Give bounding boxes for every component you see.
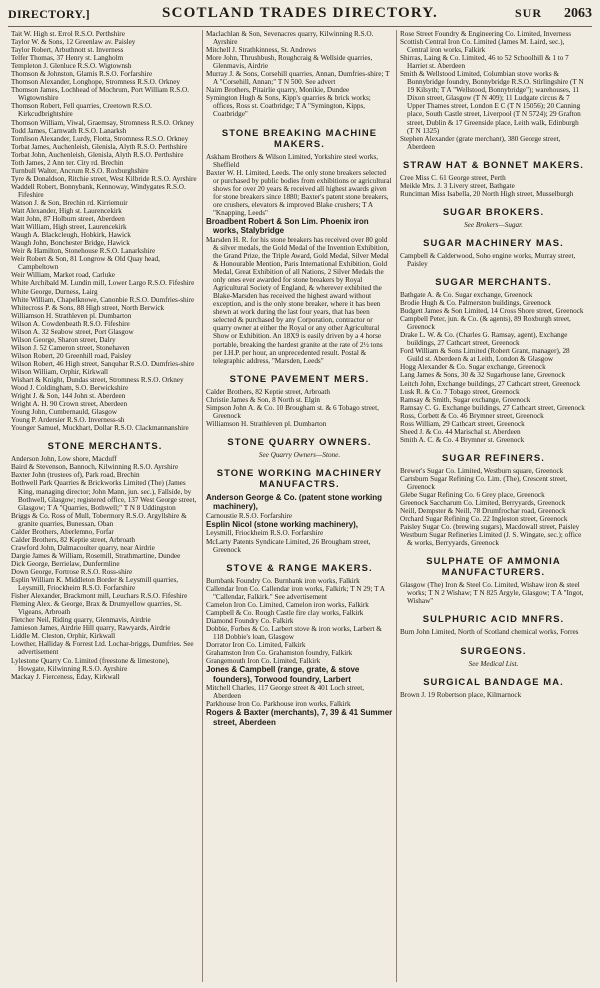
directory-entry: Bothwell Park Quarries & Brickworks Limited (The) (James King, managing director; John Mann, jun. sec.), Fallside, by Bothwell, Glasgow; registered office, 137 West George street, Glasgow; T A "Quarries, Bothwell;" T N 8 Uddingston	[11, 479, 197, 512]
directory-entry: Watt John, 87 Holburn street, Aberdeen	[11, 215, 125, 224]
directory-entry: White William, Chapelknowe, Canonbie R.S.O. Dumfries-shire	[11, 295, 195, 304]
directory-entry: Maclachlan & Son, Sevenacres quarry, Kilwinning R.S.O. Ayrshire	[206, 30, 374, 47]
directory-entry: White George, Durness, Lairg	[11, 287, 98, 296]
directory-entry: Esplin William K. Middleton Border & Leysmill quarries, Leysmill, Friockheim R.S.O. Forfarshire	[11, 576, 179, 593]
directory-entry: Shirras, Laing & Co. Limited, 46 to 52 Schoolhill & 1 to 7 Harriet st. Aberdeen	[400, 54, 569, 71]
directory-entry: Meikle Mrs. J. 3 Livery street, Bathgate	[400, 181, 515, 190]
directory-entry: Brown J. 19 Robertson place, Kilmarnock	[400, 690, 522, 699]
directory-entry: Lusk R. & Co. 7 Tobago street, Greenock	[400, 387, 520, 396]
directory-entry: Tyre & Donaldson, Ritchie street, West Kilbride R.S.O. Ayrshire	[11, 174, 197, 183]
directory-entry: Rose Street Foundry & Engineering Co. Limited, Inverness	[400, 30, 572, 38]
directory-entry: Esplin Nicol (stone working machinery),	[206, 519, 359, 529]
directory-entry: Neill, Dempster & Neill, 78 Drumfrochar road, Greenock	[400, 507, 566, 516]
directory-entry: Budgett James & Son Limited, 14 Cross Shore street, Greenock	[400, 307, 584, 316]
directory-entry: Ford William & Sons Limited (Robert Grant, manager), 28 Guild st. Aberdeen & at Leith, London & Glasgow	[400, 347, 570, 364]
directory-entry: Parkhouse Iron Co. Parkhouse iron works, Falkirk	[206, 700, 351, 709]
directory-entry: Callendar Iron Co. Callendar iron works, Falkirk; T N 29; T A "Callendar, Falkirk." See advertisement	[206, 584, 385, 601]
directory-entry: Glasgow (The) Iron & Steel Co. Limited, Wishaw iron & steel works; T N 2 Wishaw; T N 825 Argyle, Glasgow; T A "Ingot, Wishaw"	[400, 581, 584, 606]
directory-entry: Tomlison Alexander, Lurdy, Flotta, Stromness R.S.O. Orkney	[11, 134, 189, 143]
directory-entry: Simpson John A. & Co. 10 Brougham st. & 6 Tobago street, Greenock	[206, 403, 379, 420]
section-heading: STONE QUARRY OWNERS.	[227, 435, 372, 447]
directory-entry: Marsden H. R. for his stone breakers has received over 80 gold & silver medals, the Gold Medal of the Invention Exhibition, the Grand Prize, the Triple Award, Gold Medal, Silver Medal & Honourable Mention, Paris International Exhibition, Gold Medal, Great Exhibition of all Nations, 2 Silver Medals the only ones ever awarded for stone breakers by Royal Agricultural Society of England, & wherever exhibited the Blake-Marsden has received the highest award without exception, and is the only stone breaker, where it has been shewn at work during the last four years, that has been selected & purchased by any Corporation, contractor or quarry owner at either the Royal or any other Agricultural Show or Exhibition. An 18X9 is easily driven by a 4 horse portable, breaking the hardest granite at the rate of 2½ tons per I.H.P. per hour, an unprecedented result. Postal & telegraphic address, "Marsden, Leeds"	[206, 235, 389, 365]
directory-entry: Dorrator Iron Co. Limited, Falkirk	[206, 640, 306, 649]
directory-entry: Waugh John, Bonchester Bridge, Hawick	[11, 239, 130, 248]
directory-entry: Calder Brothers, Aberlemno, Forfar	[11, 527, 114, 536]
directory-entry: Jones & Campbell (range, grate, & stove founders), Torwood foundry, Larbert	[206, 665, 360, 684]
directory-entry: Weir William, Market road, Carluke	[11, 271, 115, 280]
directory-entry: Young John, Cumbernauld, Glasgow	[11, 408, 118, 417]
directory-entry: Calder Brothers, 82 Keptie street, Arbroath	[206, 387, 330, 396]
directory-entry: Mitchell J. Strathkinness, St. Andrews	[206, 46, 317, 55]
directory-entry: Smith & Wellstood Limited, Columbian stove works & Bonnybridge foundry, Bonnybridge R.S.O. Stirlingshire (T N 19 Kilsyth; T A "Wellstood, Bonnybridge"); warehouses, 11 Dixon street, Glasgow (T N 409); 11 Ludgate circus & 7 Upper Thames street, London E C (T N 15056); 20 Canning place, South Castle street, Liverpool (T N 5724); 29 Grafton street, Dublin & 17 Greenside place, Leith walk, Edinburgh (T N 1325)	[400, 70, 584, 135]
section-heading: SUGAR BROKERS.	[442, 205, 545, 217]
directory-entry: Younger Samuel, Muckhart, Dollar R.S.O. Clackmannanshire	[11, 424, 189, 433]
directory-entry: Christie James & Son, 8 North st. Elgin	[206, 395, 320, 404]
see-reference: See Quarry Owners—Stone.	[258, 450, 341, 459]
directory-entry: Carnoustie R.S.O. Forfarshire	[206, 511, 293, 520]
directory-entry: Watt William, High street, Laurencekirk	[11, 223, 127, 232]
directory-entry: Anderson George & Co. (patent stone working machinery),	[206, 492, 383, 512]
directory-entry: Ramsay C. G. Exchange buildings, 27 Cathcart street, Greenock	[400, 403, 585, 412]
directory-entry: Torbat James, Auchenleish, Glenisla, Alyth R.S.O. Perthshire	[11, 142, 188, 151]
directory-entry: Sheed J. & Co. 44 Marischal st. Aberdeen	[400, 427, 521, 436]
directory-entry: Brewer's Sugar Co. Limited, Westburn square, Greenock	[400, 466, 564, 475]
see-reference: See Brokers—Sugar.	[464, 220, 523, 229]
directory-entry: Watt Alexander, High st. Laurencekirk	[11, 207, 122, 216]
column-right	[396, 30, 590, 982]
section-abbr: SUR	[514, 6, 542, 20]
directory-entry: Smith A. C. & Co. 4 Brymner st. Greenock	[400, 435, 525, 444]
column-middle	[202, 30, 396, 982]
page-number: 2063	[564, 6, 592, 21]
directory-entry: Fletcher Neil, Riding quarry, Glenmavis, Airdrie	[11, 616, 151, 625]
section-heading: SULPHATE OF AMMONIA MANUFACTURERS.	[426, 555, 561, 578]
directory-entry: Rogers & Baxter (merchants), 7, 39 & 41 Summer street, Aberdeen	[206, 708, 393, 727]
directory-entry: Camelon Iron Co. Limited, Camelon iron works, Falkirk	[206, 600, 369, 609]
directory-entry: Dargie James & William, Rosemill, Strathmartine, Dundee	[11, 551, 181, 560]
directory-entry: Wilson Robert, 46 High street, Sanquhar R.S.O. Dumfries-shire	[11, 359, 195, 368]
directory-entry: Stephen Alexander (grate merchant), 380 George street, Aberdeen	[400, 134, 561, 151]
directory-entry: Fisher Alexander, Brackmont mill, Leuchars R.S.O. Fifeshire	[11, 592, 188, 601]
directory-entry: Wilson J. 52 Cameron street, Stonehaven	[11, 343, 130, 352]
directory-entry: Waddell Robert, Bonnybank, Kennoway, Windygates R.S.O. Fifeshire	[11, 182, 186, 199]
directory-entry: Wilson A. 32 Seabow street, Port Glasgow	[11, 327, 134, 336]
directory-entry: Telfer Thomas, 37 Henry st. Langholm	[11, 54, 124, 63]
directory-entry: Hogg Alexander & Co. Sugar exchange, Greenock	[400, 363, 546, 372]
directory-entry: More John, Thrushbush, Roughcraig & Wellside quarries, Glenmavis, Airdrie	[206, 54, 373, 71]
directory-entry: Wilson Robert, 20 Greenhill road, Paisley	[11, 351, 132, 360]
section-heading: SUGAR REFINERS.	[442, 451, 545, 463]
directory-entry: Baird & Stevenson, Bannoch, Kilwinning R.S.O. Ayrshire	[11, 463, 179, 472]
see-reference: See Medical List.	[468, 659, 519, 668]
section-heading: STONE PAVEMENT MERS.	[229, 372, 370, 384]
directory-entry: Lowther, Halliday & Forrest Ltd. Lochar-briggs, Dumfries. See advertisement	[11, 640, 194, 657]
directory-entry: Broadbent Robert & Son Lim. Phoenix iron works, Stalybridge	[206, 216, 369, 236]
directory-entry: Bathgate A. & Co. Sugar exchange, Greenock	[400, 290, 533, 299]
section-heading: STOVE & RANGE MAKERS.	[226, 561, 373, 573]
directory-entry: Grangemouth Iron Co. Limited, Falkirk	[206, 657, 321, 666]
directory-entry: Glebe Sugar Refining Co. 6 Grey place, Greenock	[400, 491, 545, 500]
directory-entry: Orchard Sugar Refining Co. 22 Ingleston street, Greenock	[400, 515, 568, 524]
directory-entry: Anderson John, Low shore, Macduff	[11, 455, 117, 464]
directory-entry: Wright J. & Son, 144 John st. Aberdeen	[11, 392, 126, 401]
directory-entry: Wright A. H. 90 Crown street, Aberdeen	[11, 400, 128, 409]
directory-entry: White Archibald M. Lundin mill, Lower Largo R.S.O. Fifeshire	[11, 279, 195, 288]
directory-entry: Taylor Robert, Arbuthnott st. Inverness	[11, 46, 124, 55]
directory-entry: Young P. Ardersier R.S.O. Inverness-sh	[11, 416, 125, 425]
directory-entry: Brodie Hugh & Co. Palmerston buildings, Greenock	[400, 299, 551, 308]
directory-label: DIRECTORY.]	[8, 7, 90, 21]
directory-entry: Thomson & Johnston, Glamis R.S.O. Forfarshire	[11, 70, 153, 79]
directory-entry: Torbat John, Auchenleish, Glenisla, Alyth R.S.O. Perthshire	[11, 150, 184, 159]
column-left	[8, 30, 202, 982]
directory-entry: Tait W. High st. Errol R.S.O. Perthshire	[11, 30, 125, 38]
directory-entry: Dobbie, Forbes & Co. Larbert stove & iron works, Larbert & 118 Dobbie's loan, Glasgow	[206, 624, 382, 641]
directory-entry: Wilson A. Cowdenbeath R.S.O. Fifeshire	[11, 319, 130, 328]
section-heading: SUGAR MERCHANTS.	[435, 275, 552, 287]
directory-entry: Templeton J. Glenluce R.S.O. Wigtownsh	[11, 62, 132, 71]
directory-entry: Scottish Central Iron Co. Limited (James M. Laird, sec.), Central iron works, Falkirk	[400, 38, 565, 55]
directory-entry: Cartsburn Sugar Refining Co. Lim. (The), Crescent street, Greenock	[400, 474, 568, 491]
directory-entry: Dick George, Berrielaw, Dunfermline	[11, 559, 120, 568]
page-header	[8, 4, 592, 27]
directory-entry: Runciman Miss Isabella, 20 North High street, Musselburgh	[400, 189, 574, 198]
directory-entry: Liddle M. Cleston, Orphir, Kirkwall	[11, 632, 116, 641]
directory-entry: Weir & Hamilton, Stonehouse R.S.O. Lanarkshire	[11, 247, 156, 256]
directory-entry: Whitecross P. & Sons, 88 High street, North Berwick	[11, 303, 165, 312]
directory-entry: Wilson William, Orphir, Kirkwall	[11, 367, 109, 376]
section-heading: SULPHURIC ACID MNFRS.	[422, 613, 565, 625]
directory-entry: Watson J. & Son, Brechin rd. Kirriemuir	[11, 198, 128, 207]
directory-entry: Briggs & Co. Ross of Mull, Tobermory R.S.O. Argyllshire & granite quarries, Bunessan, Oban	[11, 511, 187, 528]
directory-entry: Waugh A. Blackcleugh, Hobkirk, Hawick	[11, 231, 131, 240]
directory-entry: Westburn Sugar Refineries Limited (J. S. Wingate, sec.); office & works, Berryyards, Greenock	[400, 531, 582, 548]
directory-entry: Thomson William, Viwal, Graemsay, Stromness R.S.O. Orkney	[11, 118, 195, 127]
directory-entry: Drake L. W. & Co. (Charles G. Ramsay, agent), Exchange buildings, 27 Cathcart street, Greenock	[400, 331, 568, 348]
directory-entry: Wood J. Coldingham, S.O. Berwickshire	[11, 384, 129, 393]
directory-entry: Greenock Saccharum Co. Limited, Berryyards, Greenock	[400, 499, 566, 508]
section-heading: STONE BREAKING MACHINE MAKERS.	[221, 126, 378, 149]
section-heading: STONE MERCHANTS.	[47, 440, 163, 452]
directory-entry: Leitch John, Exchange buildings, 27 Cathcart street, Greenock	[400, 379, 581, 388]
directory-entry: Down George, Fortrose R.S.O. Ross-shire	[11, 568, 133, 576]
section-heading: STONE WORKING MACHINERY MANUFACTRS.	[216, 466, 383, 489]
section-heading: STRAW HAT & BONNET MAKERS.	[402, 158, 585, 170]
directory-entry: Jamieson James, Airdrie Hill quarry, Rawyards, Airdrie	[11, 624, 171, 633]
directory-entry: Nairn Brothers, Pitairlie quarry, Monikie, Dundee	[206, 86, 350, 95]
section-heading: SURGEONS.	[460, 644, 527, 656]
directory-entry: Thomson James, Lochhead of Mochrum, Port William R.S.O. Wigtownshire	[11, 86, 190, 103]
directory-entry: Lylestone Quarry Co. Limited (freestone & limestone), Howgate, Kilwinning R.S.O. Ayrshire	[11, 656, 170, 673]
directory-entry: Todd James, Carnwath R.S.O. Lanarksh	[11, 126, 127, 135]
directory-entry: Askham Brothers & Wilson Limited, Yorkshire steel works, Sheffield	[206, 152, 379, 169]
directory-entry: Symington Hugh & Sons, Kipp's quarries & brick works; offices, Ross st. Coatbridge; T A "Symington, Kipps, Coatbridge"	[206, 94, 371, 119]
directory-entry: Campbell & Calderwood, Soho engine works, Murray street, Paisley	[400, 251, 576, 268]
directory-entry: Campbell Peter, jun. & Co. (& agents), 89 Roxburgh street, Greenock	[400, 315, 571, 332]
directory-columns	[8, 30, 592, 982]
directory-entry: Calder Brothers, 82 Keptie street, Arbroath	[11, 535, 135, 544]
directory-entry: Thomson Robert, Fell quarries, Creetown R.S.O. Kirkcudbrightshire	[11, 102, 152, 119]
page-ref	[515, 6, 592, 22]
directory-entry: Lang James & Sons, 30 & 32 Sugarhouse lane, Greenock	[400, 371, 566, 380]
directory-entry: Baxter W. H. Limited, Leeds. The only stone breakers selected or purchased by public bodies from exhibitions or agricultural shows for over 20 years & received all highest awards given for stone breakers since 1880; Baxter's patent stone breakers, ore crushers, elevators & improved Blake crushers; T A "Knapping, Leeds"	[206, 168, 392, 217]
directory-entry: Thomson Alexander, Longhope, Stromness R.S.O. Orkney	[11, 78, 180, 87]
directory-entry: Paisley Sugar Co. (brewing sugars), Macdowall street, Paisley	[400, 523, 580, 532]
directory-entry: Leysmill, Friockheim R.S.O. Forfarshire	[206, 529, 324, 538]
section-heading: SUGAR MACHINERY MAS.	[423, 236, 564, 248]
directory-entry: Burn John Limited, North of Scotland chemical works, Forres	[400, 628, 579, 637]
directory-entry: Taylor W. & Sons, 12 Greenlaw av. Paisley	[11, 38, 136, 47]
directory-entry: Diamond Foundry Co. Falkirk	[206, 616, 294, 625]
page-title: SCOTLAND TRADES DIRECTORY.	[162, 5, 438, 21]
directory-entry: Cree Miss C. 61 George street, Perth	[400, 173, 506, 182]
section-heading: SURGICAL BANDAGE MA.	[423, 675, 564, 687]
directory-entry: Ross, Corbett & Co. 46 Brymner street, Greenock	[400, 411, 544, 420]
directory-entry: Ramsay & Smith, Sugar exchange, Greenock	[400, 395, 531, 404]
directory-entry: Murray J. & Sons, Corsehill quarries, Annan, Dumfries-shire; T A "Corsehill, Annan;" T N 500. See advert	[206, 70, 390, 87]
directory-entry: Toth James, 2 Ann ter. City rd. Brechin	[11, 158, 124, 167]
directory-entry: Williamson H. Strathleven pl. Dumbarton	[11, 311, 132, 320]
directory-entry: Burnbank Foundry Co. Burnbank iron works, Falkirk	[206, 576, 360, 585]
directory-entry: McLarty Patents Syndicate Limited, 26 Brougham street, Greenock	[206, 537, 371, 554]
directory-entry: Mackay J. Fierceness, Eday, Kirkwall	[11, 672, 120, 681]
directory-entry: Mitchell Charles, 117 George street & 401 Loch street, Aberdeen	[206, 684, 365, 701]
directory-entry: Baxter John (trustees of), Park road, Brechin	[11, 471, 140, 480]
directory-entry: Turnbull Walter, Ancrum R.S.O. Roxburghshire	[11, 166, 149, 175]
directory-entry: Ross William, 29 Cathcart street, Greenock	[400, 419, 525, 428]
directory-entry: Campbell & Co. Rough Castle fire clay works, Falkirk	[206, 608, 364, 617]
directory-entry: Wilson George, Sharon street, Dalry	[11, 335, 116, 344]
directory-entry: Grahamston Iron Co. Grahamston foundry, Falkirk	[206, 649, 353, 658]
directory-entry: Williamson H. Strathleven pl. Dumbarton	[206, 419, 327, 428]
directory-entry: Crawford John, Dalmacoulter quarry, near Airdrie	[11, 543, 155, 552]
directory-entry: Fleming Alex. & George, Brax & Drumyellow quarries, St. Vigeans, Arbroath	[11, 600, 182, 617]
directory-entry: Weir Robert & Son, 81 Longrow & Old Quay head, Campbeltown	[11, 255, 160, 272]
directory-entry: Wishart & Knight, Dundas street, Stromness R.S.O. Orkney	[11, 376, 184, 385]
